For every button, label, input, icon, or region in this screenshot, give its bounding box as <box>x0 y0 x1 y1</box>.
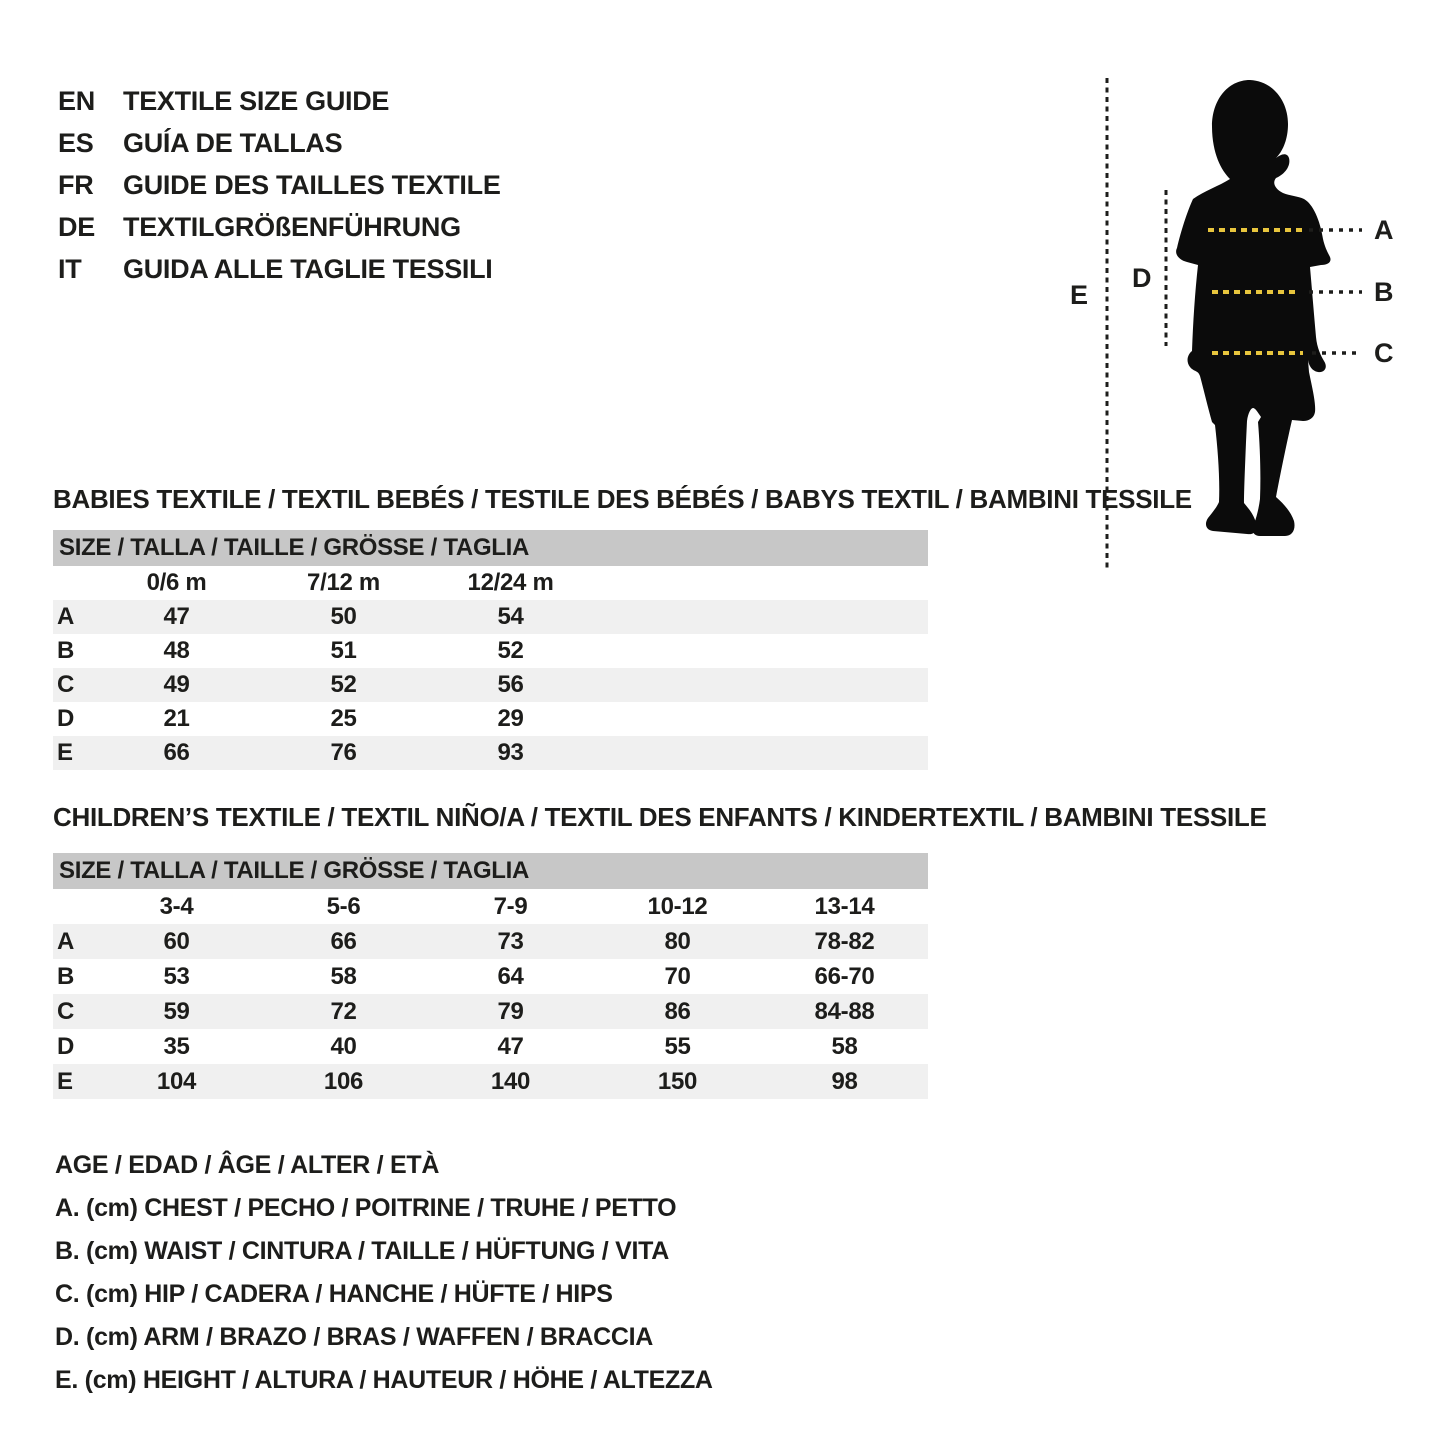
legend-waist-b: B. (cm) WAIST / CINTURA / TAILLE / HÜFTUNG / VITA <box>55 1237 669 1265</box>
babies-col-12-24m: 12/24 m <box>467 569 554 596</box>
table-row-e: E 66 76 93 <box>53 736 928 770</box>
language-title-list <box>58 80 501 290</box>
babies-col-7-12m: 7/12 m <box>307 569 380 596</box>
language-row-it <box>58 248 501 290</box>
children-size-table <box>53 853 928 1099</box>
babies-size-header-bar: SIZE / TALLA / TAILLE / GRÖSSE / TAGLIA <box>53 530 928 566</box>
children-col-5-6: 5-6 <box>326 892 361 920</box>
table-row-b: B 48 51 52 <box>57 637 524 664</box>
table-row-a: A 60 66 73 80 78-82 <box>53 924 928 959</box>
language-row-fr <box>58 164 501 206</box>
figure-label-arm-d: D <box>1132 263 1152 293</box>
figure-label-waist-b: B <box>1374 277 1394 307</box>
language-code-de: DE <box>58 212 95 242</box>
language-code-es: ES <box>58 128 94 158</box>
language-row-es <box>58 122 501 164</box>
babies-column-header-row <box>53 566 928 600</box>
guide-title-fr: GUIDE DES TAILLES TEXTILE <box>123 170 501 200</box>
figure-label-height-e: E <box>1070 280 1088 310</box>
table-row-e: E 104 106 140 150 98 <box>53 1064 928 1099</box>
language-code-en: EN <box>58 86 95 116</box>
table-row-c: C 59 72 79 86 84-88 <box>53 994 928 1029</box>
children-col-13-14: 13-14 <box>814 892 875 920</box>
legend-hip-c: C. (cm) HIP / CADERA / HANCHE / HÜFTE / HIPS <box>55 1280 613 1308</box>
table-row-a: A 47 50 54 <box>53 600 928 634</box>
child-silhouette <box>1176 80 1330 536</box>
children-col-10-12: 10-12 <box>647 892 708 920</box>
size-figure <box>1060 60 1445 600</box>
legend-arm-d: D. (cm) ARM / BRAZO / BRAS / WAFFEN / BRACCIA <box>55 1323 654 1351</box>
measurement-legend <box>55 1144 713 1402</box>
table-row-b: B 53 58 64 70 66-70 <box>57 962 875 990</box>
language-row-de <box>58 206 501 248</box>
guide-title-de: TEXTILGRÖßENFÜHRUNG <box>123 212 461 242</box>
table-row-c: C 49 52 56 <box>53 668 928 702</box>
children-size-header-bar: SIZE / TALLA / TAILLE / GRÖSSE / TAGLIA <box>53 853 928 889</box>
language-code-fr: FR <box>58 170 94 200</box>
legend-height-e: E. (cm) HEIGHT / ALTURA / HAUTEUR / HÖHE / ALTEZZA <box>55 1366 713 1394</box>
children-col-7-9: 7-9 <box>493 892 528 920</box>
legend-chest-a: A. (cm) CHEST / PECHO / POITRINE / TRUHE / PETTO <box>55 1194 677 1222</box>
children-col-3-4: 3-4 <box>159 892 194 920</box>
babies-col-0-6m: 0/6 m <box>146 569 207 596</box>
table-row-d: D 35 40 47 55 58 <box>57 1032 858 1060</box>
guide-title-en: TEXTILE SIZE GUIDE <box>123 86 390 116</box>
babies-section-title: BABIES TEXTILE / TEXTIL BEBÉS / TESTILE DES BÉBÉS / BABYS TEXTIL / BAMBINI TESSILE <box>53 484 1192 514</box>
legend-age: AGE / EDAD / ÂGE / ALTER / ETÀ <box>55 1151 440 1179</box>
children-column-header-row <box>53 889 928 924</box>
language-code-it: IT <box>58 254 82 284</box>
babies-size-table <box>53 530 928 770</box>
language-row-en <box>58 80 501 122</box>
figure-label-chest-a: A <box>1374 215 1394 245</box>
children-section-title: CHILDREN’S TEXTILE / TEXTIL NIÑO/A / TEXTIL DES ENFANTS / KINDERTEXTIL / BAMBINI TESSILE <box>53 802 1267 832</box>
guide-title-it: GUIDA ALLE TAGLIE TESSILI <box>123 254 493 284</box>
guide-title-es: GUÍA DE TALLAS <box>123 128 343 158</box>
figure-label-hip-c: C <box>1374 338 1394 368</box>
table-row-d: D 21 25 29 <box>57 705 524 732</box>
